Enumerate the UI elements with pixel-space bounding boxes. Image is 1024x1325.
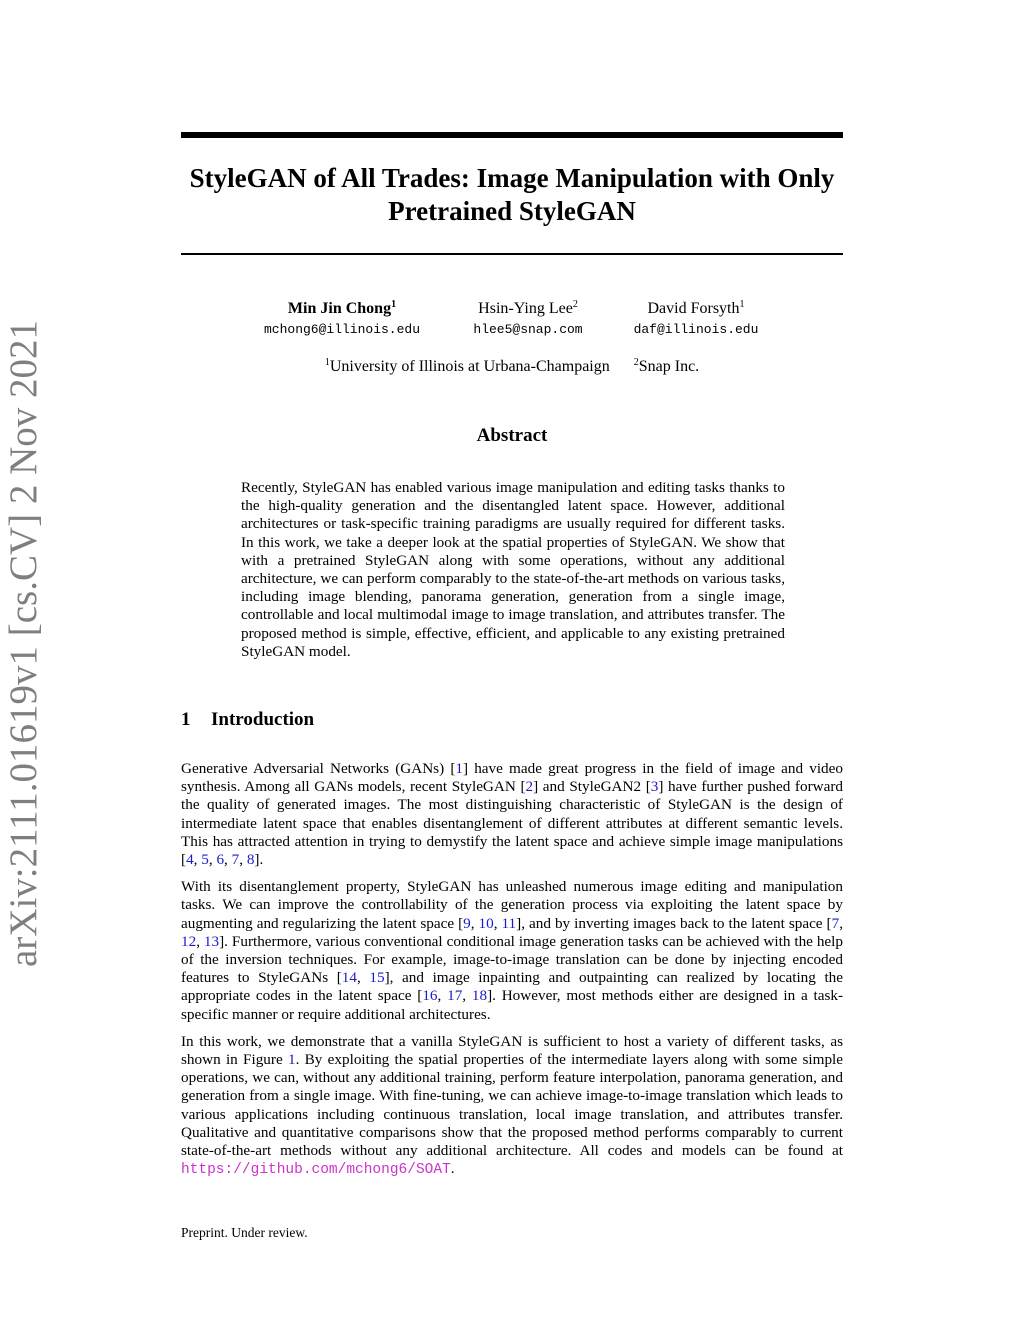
abstract-text: Recently, StyleGAN has enabled various image manipulation and editing tasks thanks to the high-quality generation and the disentangled latent space. However, additional architectures or task-specific training paradigms are usually required for different tasks. In this work, we take a deeper look at the spatial properties of StyleGAN. We show that with a pretrained StyleGAN along with some operations, without any additional architecture, we can perform comparably to the state-of-the-art methods on various tasks, including image blending, panorama generation, generation from a single image, controllable and local multimodal image to image translation, and attributes transfer. The proposed method is simple, effective, efficient, and applicable to any existing pretrained StyleGAN model. (241, 479, 785, 660)
citation-link[interactable]: 8 (246, 851, 255, 869)
intro-paragraph-3: In this work, we demonstrate that a vanilla StyleGAN is sufficient to host a variety of different tasks, as shown in Figure 1. By exploiting the spatial properties of the intermediate layers along with some simple operations, we can, without any additional training, perform feature interpolation, panorama generation, and generation from a single image. With fine-tuning, we can achieve image-to-image translation which leads to various applications including continuous translation, local image translation, and attributes transfer. Qualitative and quantitative comparisons show that the proposed method performs comparably to current state-of-the-art methods without any additional architecture. All codes and models can be found at https://github.com/mchong6/SOAT. (181, 1032, 844, 1179)
citation-link[interactable]: 18 (471, 987, 488, 1005)
citation-link[interactable]: 11 (501, 914, 517, 932)
affiliation-2-name: Snap Inc. (638, 358, 700, 375)
affiliations (181, 357, 843, 377)
intro-paragraph-1: Generative Adversarial Networks (GANs) [1] have made great progress in the field of image and video synthesis. Among all GANs models, recent StyleGAN [2] and StyleGAN2 [3] have further pushed forward the quality of generated images. The most distinguishing characteristic of StyleGAN is the design of intermediate latent space that enables disentanglement of different attributes at different semantic levels. This has attracted attention in trying to demystify the latent space and achieve simple image manipulations [4, 5, 6, 7, 8]. (181, 760, 843, 869)
affiliation-2-mark: 2 (633, 357, 639, 368)
author-1-email[interactable]: mchong6@illinois.edu (263, 322, 421, 337)
citation-link[interactable]: 7 (831, 914, 840, 932)
citation-link[interactable]: 17 (447, 987, 463, 1005)
citation-link[interactable]: 15 (369, 969, 385, 987)
affiliation-1 (325, 357, 610, 377)
citation-link[interactable]: 13 (203, 932, 220, 950)
title-top-rule (181, 132, 843, 138)
citation-link[interactable]: 2 (525, 778, 534, 796)
title-bottom-rule (181, 253, 843, 255)
citation-link[interactable]: 12 (181, 932, 197, 950)
author-3-email[interactable]: daf@illinois.edu (633, 322, 759, 337)
author-3 (586, 299, 806, 339)
affiliation-1-name: University of Illinois at Urbana-Champaign (329, 358, 610, 375)
author-2-name: Hsin-Ying Lee (478, 300, 573, 317)
introduction-heading (181, 708, 314, 732)
author-3-name: David Forsyth (647, 300, 740, 317)
paper-title: StyleGAN of All Trades: Image Manipulation with Only Pretrained StyleGAN (189, 163, 835, 226)
citation-link[interactable]: 5 (201, 851, 209, 869)
affiliation-1-mark: 1 (324, 357, 330, 368)
affiliation-2 (634, 357, 699, 377)
author-1-affil-mark: 1 (391, 299, 397, 310)
citation-link[interactable]: 4 (186, 851, 194, 869)
preprint-footnote: Preprint. Under review. (181, 1225, 308, 1240)
citation-link[interactable]: 6 (216, 851, 225, 869)
citation-link[interactable]: 16 (422, 987, 438, 1005)
citation-link[interactable]: 1 (455, 760, 463, 777)
arxiv-identifier-stamp: arXiv:2111.01619v1 [cs.CV] 2 Nov 2021 (2, 319, 45, 967)
citation-link[interactable]: 7 (231, 851, 240, 869)
citation-link[interactable]: 10 (478, 914, 494, 932)
author-1-name: Min Jin Chong (287, 300, 392, 317)
section-title: Introduction (211, 709, 315, 730)
figure-reference-link[interactable]: 1 (287, 1051, 296, 1069)
citation-link[interactable]: 14 (341, 969, 357, 987)
citation-link[interactable]: 9 (463, 914, 471, 932)
citation-link[interactable]: 3 (650, 778, 659, 796)
author-3-affil-mark: 1 (739, 299, 745, 310)
author-2-affil-mark: 2 (572, 299, 578, 310)
author-2-email[interactable]: hlee5@snap.com (473, 322, 583, 337)
github-repo-link[interactable]: https://github.com/mchong6/SOAT (181, 1162, 451, 1179)
intro-paragraph-2: With its disentanglement property, StyleGAN has unleashed numerous image editing and manipulation tasks. We can improve the controllability of the generation process via exploiting the latent space by augmenting and regularizing the latent space [9, 10, 11], and by inverting images back to the latent space [7, 12, 13]. Furthermore, various conventional conditional image generation tasks can be achieved with the help of the inversion techniques. For example, image-to-image translation can be done by injecting encoded features to StyleGANs [14, 15], and image inpainting and outpainting can realized by locating the appropriate codes in the latent space [16, 17, 18]. However, most methods either are designed in a task-specific manner or require additional architectures. (181, 878, 844, 1023)
section-number: 1 (181, 709, 191, 730)
introduction-body (181, 760, 843, 1188)
abstract-heading: Abstract (476, 425, 548, 446)
